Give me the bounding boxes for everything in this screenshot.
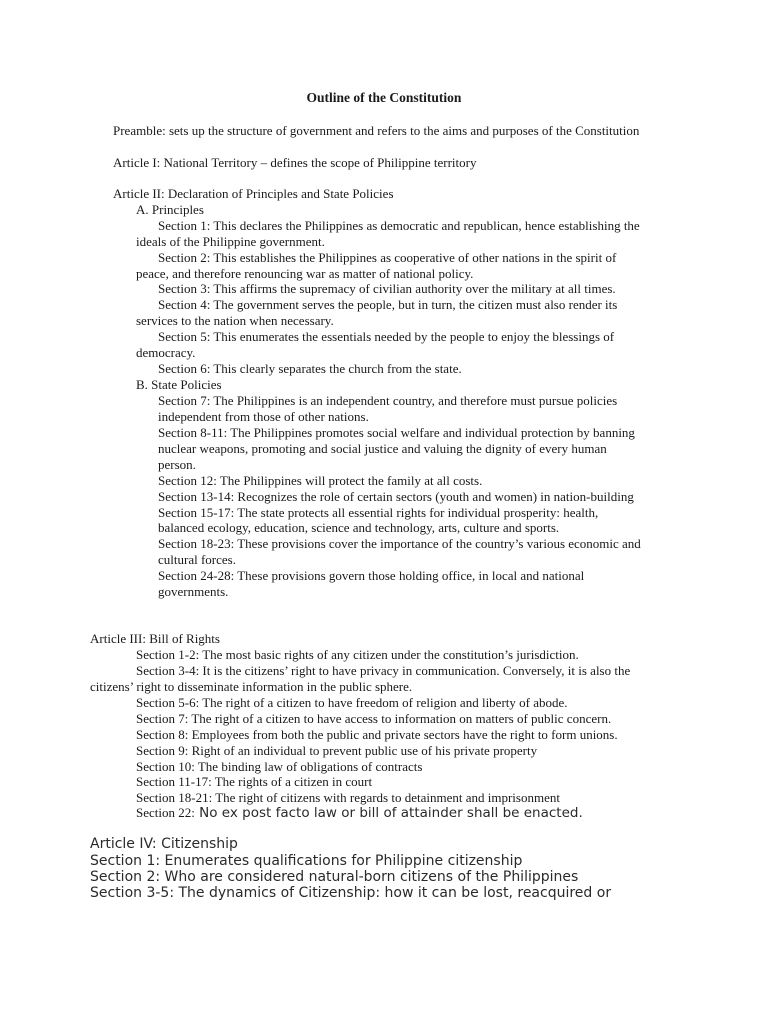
preamble-line: Preamble: sets up the structure of government and refers to the aims and purposes of the Constitution [113,123,640,138]
article-2-section-2: Section 2: This establishes the Philippines as cooperative of other nations in the spirit of [158,250,617,265]
article-2-section-7-cont: independent from those of other nations. [158,409,369,424]
article-2-section-3: Section 3: This affirms the supremacy of civilian authority over the military at all times. [158,281,616,296]
article-4-section-2: Section 2: Who are considered natural-born citizens of the Philippines [90,869,579,885]
principles-heading: A. Principles [136,202,204,217]
article-2-heading: Article II: Declaration of Principles and State Policies [113,186,394,201]
article-3-section-3-4-cont: citizens’ right to disseminate information in the public sphere. [90,679,413,694]
article-2-section-24-28-cont: governments. [158,584,229,599]
article-2-section-4: Section 4: The government serves the people, but in turn, the citizen must also render its [158,297,618,312]
article-3-section-22-text: No ex post facto law or bill of attainder shall be enacted. [194,805,583,821]
article-3-heading: Article III: Bill of Rights [90,631,220,646]
article-3-section-10: Section 10: The binding law of obligations of contracts [136,759,423,774]
article-1-line: Article I: National Territory – defines the scope of Philippine territory [113,155,477,170]
article-2-section-1: Section 1: This declares the Philippines as democratic and republican, hence establishing the [158,218,640,233]
article-3-section-1-2: Section 1-2: The most basic rights of any citizen under the constitution’s jurisdiction. [136,647,579,662]
article-3-section-3-4: Section 3-4: It is the citizens’ right to have privacy in communication. Conversely, it is also the [136,663,631,678]
article-2-section-6: Section 6: This clearly separates the church from the state. [158,361,462,376]
article-3-section-8: Section 8: Employees from both the public and private sectors have the right to form unions. [136,727,618,742]
article-2-section-2-cont: peace, and therefore renouncing war as matter of national policy. [136,266,474,281]
article-3-section-22 [136,805,583,821]
article-2-section-12: Section 12: The Philippines will protect the family at all costs. [158,473,483,488]
article-2-section-7: Section 7: The Philippines is an independent country, and therefore must pursue policies [158,393,618,408]
article-2-section-8-11-cont2: person. [158,457,196,472]
document-title: Outline of the Constitution [306,90,462,105]
article-2-section-18-23: Section 18-23: These provisions cover the importance of the country’s various economic and [158,536,641,551]
article-2-section-24-28: Section 24-28: These provisions govern those holding office, in local and national [158,568,585,583]
article-2-section-4-cont: services to the nation when necessary. [136,313,334,328]
article-2-section-18-23-cont: cultural forces. [158,552,236,567]
article-2-section-15-17: Section 15-17: The state protects all essential rights for individual prosperity: health, [158,505,599,520]
article-3-section-5-6: Section 5-6: The right of a citizen to have freedom of religion and liberty of abode. [136,695,568,710]
article-2-section-15-17-cont: balanced ecology, education, science and technology, arts, culture and sports. [158,520,560,535]
article-3-section-22-prefix: Section 22: [136,805,195,820]
state-policies-heading: B. State Policies [136,377,222,392]
article-3-section-9: Section 9: Right of an individual to prevent public use of his private property [136,743,538,758]
article-3-section-18-21: Section 18-21: The right of citizens with regards to detainment and imprisonment [136,790,560,805]
article-3-section-7: Section 7: The right of a citizen to have access to information on matters of public concern. [136,711,612,726]
article-2-section-13-14: Section 13-14: Recognizes the role of certain sectors (youth and women) in nation-building [158,489,634,504]
article-4-heading: Article IV: Citizenship [90,836,238,852]
article-2-section-8-11-cont: nuclear weapons, promoting and social justice and valuing the dignity of every human [158,441,607,456]
article-2-section-5-cont: democracy. [136,345,196,360]
article-2-section-5: Section 5: This enumerates the essentials needed by the people to enjoy the blessings of [158,329,615,344]
article-4-section-1: Section 1: Enumerates qualifications for Philippine citizenship [90,853,523,869]
article-3-section-11-17: Section 11-17: The rights of a citizen in court [136,774,373,789]
article-2-section-1-cont: ideals of the Philippine government. [136,234,325,249]
article-4-section-3-5: Section 3-5: The dynamics of Citizenship: how it can be lost, reacquired or [90,885,612,901]
article-2-section-8-11: Section 8-11: The Philippines promotes social welfare and individual protection by banning [158,425,635,440]
